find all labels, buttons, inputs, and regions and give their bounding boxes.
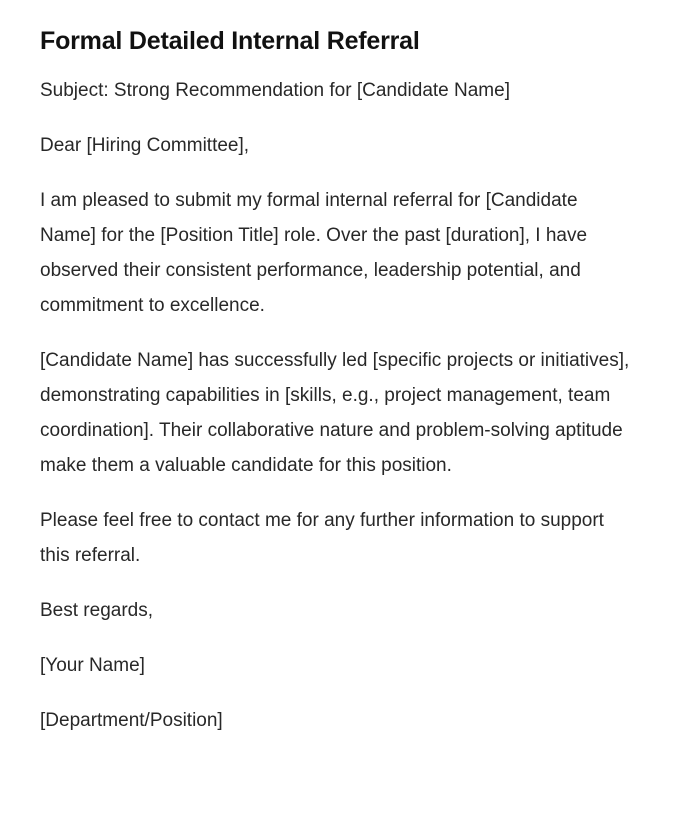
subject-line: Subject: Strong Recommendation for [Candidate Name] bbox=[40, 80, 510, 102]
signature-name: [Your Name] bbox=[40, 655, 145, 677]
paragraph-accomplishments: [Candidate Name] has successfully led [specific projects or initiatives], demonstrating capabilities in [skills, e.g., project management, team coordination]. Their collaborative nature and problem-solving aptitude make them a valuable candidate for this position. bbox=[40, 350, 630, 477]
paragraph-introduction: I am pleased to submit my formal internal referral for [Candidate Name] for the [Position Title] role. Over the past [duration], I have observed their consistent performance, leadership potential, and commitment to excellence. bbox=[40, 190, 588, 317]
paragraph-contact-offer: Please feel free to contact me for any further information to support this referral. bbox=[40, 510, 604, 567]
closing: Best regards, bbox=[40, 600, 153, 622]
document-title: Formal Detailed Internal Referral bbox=[40, 27, 420, 55]
signature-department: [Department/Position] bbox=[40, 710, 223, 732]
salutation: Dear [Hiring Committee], bbox=[40, 135, 250, 157]
